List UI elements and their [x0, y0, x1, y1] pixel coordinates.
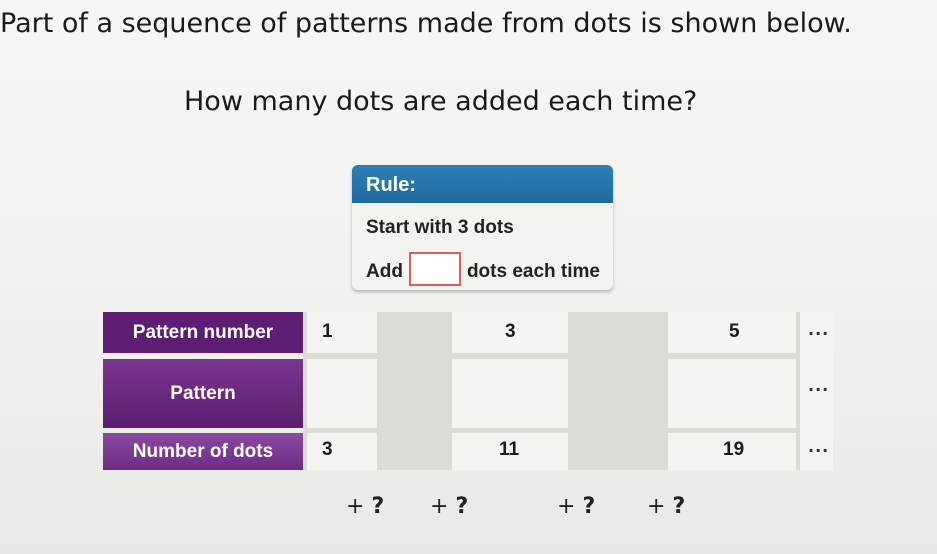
pattern-number-1: 1 — [322, 321, 333, 342]
cell-pattern-3 — [452, 359, 568, 428]
pattern-dot — [683, 393, 690, 400]
rule-box — [352, 165, 613, 290]
pattern-dot — [733, 384, 740, 391]
answer-blank-box[interactable] — [409, 252, 461, 286]
step-arrow-4 — [636, 476, 694, 489]
pattern-dot — [725, 384, 732, 391]
pattern-dot — [700, 376, 707, 383]
pattern-dot — [322, 395, 329, 402]
step-label-2: + ? — [430, 494, 469, 519]
dot-count-5: 19 — [723, 439, 745, 460]
pattern-dot — [515, 384, 522, 391]
pattern-dot — [708, 384, 715, 391]
ellipsis-pattern: ... — [808, 376, 830, 395]
pattern-dot — [742, 376, 749, 383]
step-label-1: + ? — [346, 494, 385, 519]
pattern-dot — [750, 384, 757, 391]
rule-add-line — [366, 255, 600, 289]
pattern-dot — [683, 384, 690, 391]
cell-pattern-1 — [307, 359, 377, 428]
rule-add-rest: dots each time — [466, 261, 600, 283]
ellipsis-numbers: ... — [808, 320, 830, 339]
pattern-dot — [481, 376, 488, 383]
step-label-3: + ? — [557, 494, 596, 519]
dot-count-3: 11 — [499, 439, 520, 460]
pattern-dot — [498, 384, 505, 391]
pattern-dot — [700, 384, 707, 391]
cell-count-1 — [307, 433, 377, 470]
pattern-dot — [498, 376, 505, 383]
pattern-1-dots — [322, 378, 329, 402]
pattern-dot — [481, 384, 488, 391]
pattern-dot — [481, 393, 488, 400]
rule-heading: Rule: — [352, 165, 613, 203]
pattern-dot — [515, 376, 522, 383]
row-label-pattern-number: Pattern number — [103, 312, 303, 353]
pattern-number-5: 5 — [729, 321, 740, 342]
rule-start-line: Start with 3 dots — [366, 217, 514, 238]
step-arrow-1 — [308, 478, 380, 489]
question-line-2: How many dots are added each time? — [184, 86, 698, 117]
cell-number-1 — [307, 312, 377, 353]
pattern-dot — [725, 376, 732, 383]
pattern-dot — [322, 386, 329, 393]
row-label-pattern: Pattern — [103, 359, 303, 428]
row-label-number-of-dots: Number of dots — [103, 433, 303, 470]
pattern-dot — [717, 376, 724, 383]
pattern-dot — [322, 378, 329, 385]
pattern-dot — [742, 384, 749, 391]
pattern-dot — [506, 384, 513, 391]
question-line-1: Part of a sequence of patterns made from dots is shown below. — [0, 8, 852, 39]
pattern-dot — [692, 384, 699, 391]
pattern-dot — [692, 376, 699, 383]
pattern-dot — [683, 376, 690, 383]
step-arrow-3 — [542, 476, 604, 489]
pattern-dot — [733, 376, 740, 383]
pattern-dot — [750, 376, 757, 383]
ellipsis-counts: ... — [808, 437, 830, 456]
dot-count-1: 3 — [322, 439, 333, 460]
pattern-dot — [717, 384, 724, 391]
pattern-dot — [490, 376, 497, 383]
pattern-dot — [506, 376, 513, 383]
step-label-4: + ? — [647, 494, 686, 519]
pattern-number-3: 3 — [505, 321, 516, 342]
step-arrow-2 — [418, 478, 470, 489]
pattern-dot — [490, 384, 497, 391]
pattern-dot — [708, 376, 715, 383]
rule-add-word: Add — [366, 261, 403, 283]
